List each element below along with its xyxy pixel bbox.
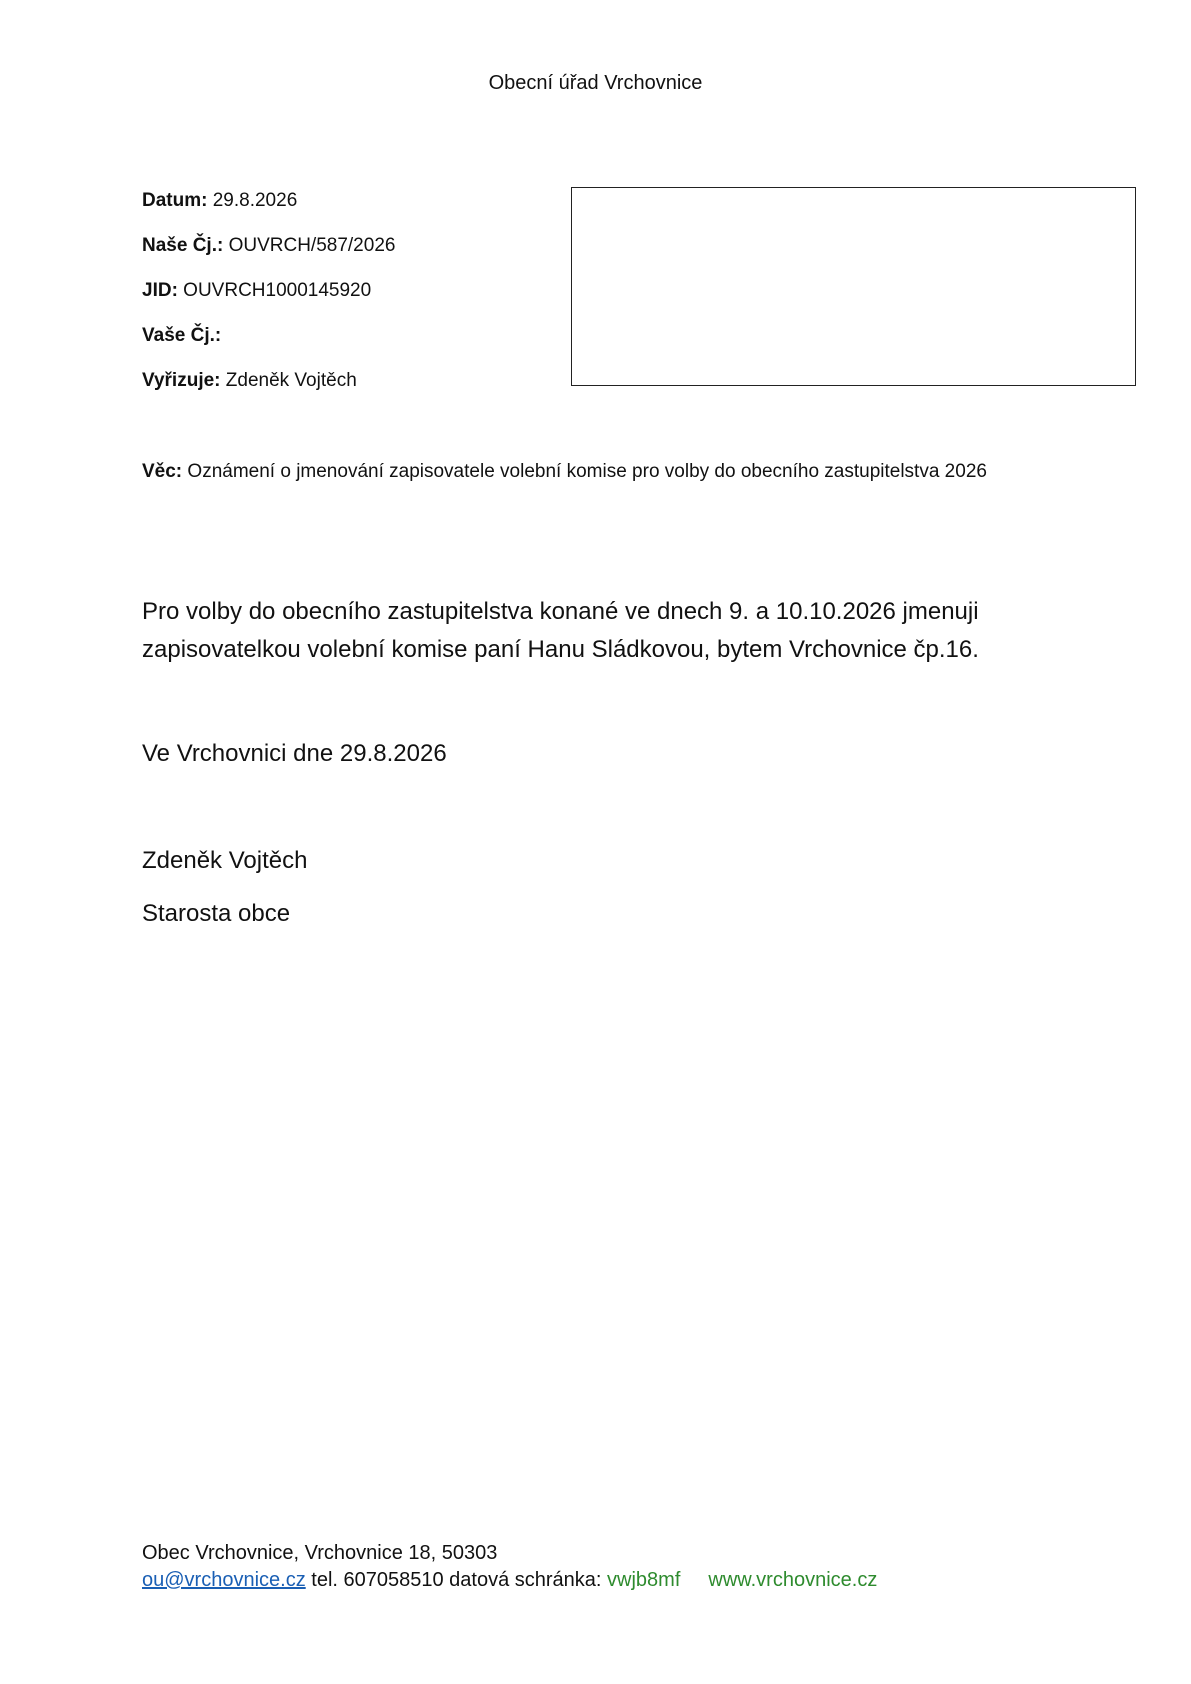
reference-block bbox=[142, 190, 395, 415]
handled-by-value: Zdeněk Vojtěch bbox=[220, 370, 357, 391]
handled-by-label: Vyřizuje: bbox=[142, 370, 221, 391]
jid-label: JID: bbox=[142, 280, 178, 301]
subject-label: Věc: bbox=[142, 461, 183, 482]
email-link[interactable]: ou@vrchovnice.cz bbox=[142, 1569, 306, 1591]
your-ref-label: Vaše Čj.: bbox=[142, 325, 222, 346]
your-ref-row bbox=[142, 325, 395, 370]
footer-phone-text: tel. 607058510 datová schránka: bbox=[305, 1569, 608, 1591]
jid-row bbox=[142, 280, 395, 325]
footer bbox=[142, 1540, 877, 1594]
our-ref-row bbox=[142, 235, 395, 280]
data-box-id: vwjb8mf bbox=[607, 1569, 681, 1591]
jid-value: OUVRCH1000145920 bbox=[177, 280, 372, 301]
signer-role: Starosta obce bbox=[142, 900, 291, 927]
letter-body: Pro volby do obecního zastupitelstva konané ve dnech 9. a 10.10.2026 jmenuji zapisovatelkou volební komise paní Hanu Sládkovou, bytem Vrchovnice čp.16. bbox=[142, 598, 979, 663]
footer-contacts bbox=[142, 1567, 877, 1594]
date-label: Datum: bbox=[142, 190, 208, 211]
our-ref-value: OUVRCH/587/2026 bbox=[223, 235, 396, 256]
subject-line bbox=[142, 461, 987, 483]
handled-by-row bbox=[142, 370, 395, 415]
signer-name: Zdeněk Vojtěch bbox=[142, 847, 308, 874]
place-date: Ve Vrchovnici dne 29.8.2026 bbox=[142, 740, 447, 767]
footer-address: Obec Vrchovnice, Vrchovnice 18, 50303 bbox=[142, 1542, 498, 1564]
date-row bbox=[142, 190, 395, 235]
our-ref-label: Naše Čj.: bbox=[142, 235, 224, 256]
website-link[interactable]: www.vrchovnice.cz bbox=[708, 1569, 878, 1591]
subject-value: Oznámení o jmenování zapisovatele volební komise pro volby do obecního zastupitelstva 2026 bbox=[182, 461, 987, 482]
recipient-address-box bbox=[571, 187, 1136, 386]
office-header: Obecní úřad Vrchovnice bbox=[488, 72, 703, 94]
date-value: 29.8.2026 bbox=[207, 190, 298, 211]
